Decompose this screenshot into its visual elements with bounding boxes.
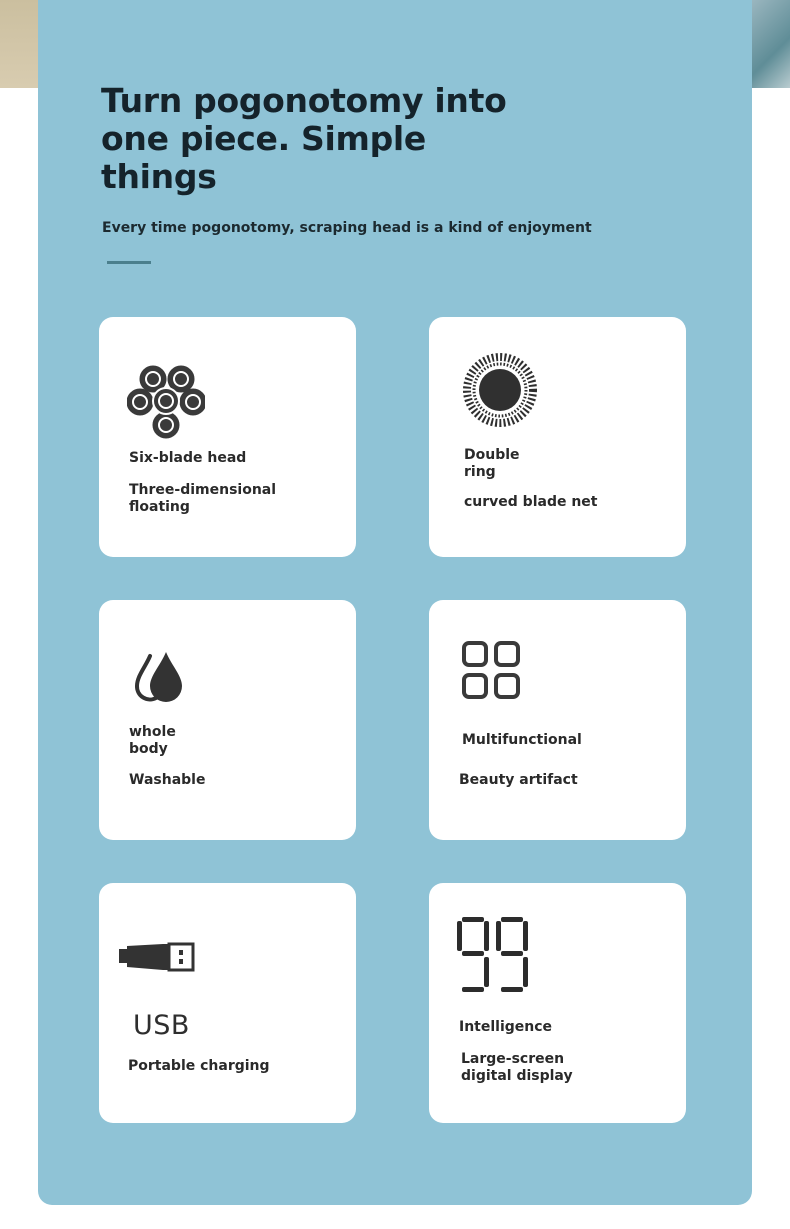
page-title: Turn pogonotomy into one piece. Simple things	[101, 81, 507, 196]
feature-description: Beauty artifact	[459, 772, 578, 788]
feature-title-usb: USB	[133, 1010, 190, 1041]
feature-card-washable	[99, 600, 356, 840]
feature-card-multifunctional	[429, 600, 686, 840]
feature-description: Three-dimensional floating	[129, 482, 277, 515]
feature-card-six-blade	[99, 317, 356, 557]
feature-title: Multifunctional	[462, 732, 582, 748]
feature-description: Portable charging	[128, 1058, 270, 1074]
background-photo-left	[0, 0, 40, 88]
feature-title: Double ring	[464, 447, 520, 480]
background-photo-right	[752, 0, 790, 88]
feature-card-double-ring	[429, 317, 686, 557]
feature-title: Intelligence	[459, 1019, 553, 1035]
six-blade-head-icon	[127, 365, 205, 439]
feature-title: whole body	[129, 724, 176, 757]
feature-title: Six-blade head	[129, 450, 247, 466]
accent-divider	[107, 261, 151, 264]
digital-display-icon	[457, 917, 529, 993]
feature-card-digital-display	[429, 883, 686, 1123]
feature-card-usb	[99, 883, 356, 1123]
page-subtitle: Every time pogonotomy, scraping head is a kind of enjoyment	[102, 220, 592, 236]
double-ring-blade-icon	[463, 353, 537, 427]
feature-description: Washable	[129, 772, 206, 788]
four-squares-icon	[461, 640, 521, 700]
water-drops-icon	[134, 650, 188, 702]
feature-description: Large-screen digital display	[461, 1051, 573, 1084]
feature-description: curved blade net	[464, 494, 598, 510]
usb-plug-icon	[119, 941, 195, 973]
